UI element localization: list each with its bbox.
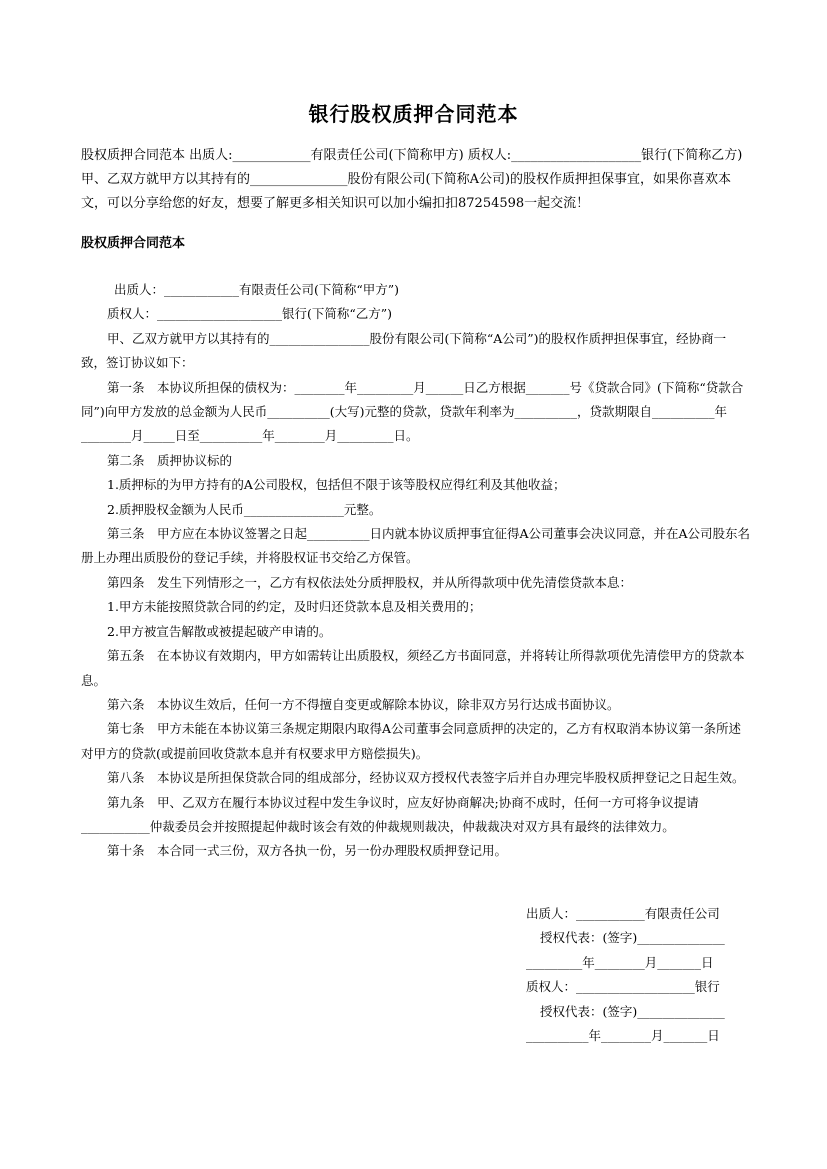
article-4-item-2: 2.甲方被宣告解散或被提起破产申请的。: [107, 623, 332, 639]
section-heading: 股权质押合同范本: [81, 236, 186, 251]
article-4: 第四条 发生下列情形之一，乙方有权依法处分质押股权，并从所得款项中优先清偿贷款本息：: [107, 574, 633, 590]
pledgor-line: 出质人：____________有限责任公司(下简称“甲方”): [114, 282, 400, 297]
article-7: 第七条 甲方未能在本协议第三条规定期限内取得A公司董事会同意质押的决定的，乙方有权取消本协议第一条所述对甲方的贷款(或提前回收贷款本息并有权要求甲方赔偿损失)。: [81, 721, 742, 761]
article-5: 第五条 在本协议有效期内，甲方如需转让出质股权，须经乙方书面同意，并将转让所得款项优先清偿甲方的贷款本息。: [81, 648, 745, 688]
article-9: 第九条 甲、乙双方在履行本协议过程中发生争议时，应友好协商解决;协商不成时，任何一方可将争议提请___________仲裁委员会并按照提起仲裁时该会有效的仲裁规则裁决，仲裁裁决对双方具有最终的法律效力。: [81, 794, 699, 834]
signature-pledgee: 质权人：___________________银行: [526, 979, 720, 995]
signature-pledgor: 出质人：___________有限责任公司: [526, 906, 720, 921]
signature-pledgee-date: __________年________月_______日: [526, 1028, 720, 1044]
article-4-item-1: 1.甲方未能按照贷款合同的约定，及时归还贷款本息及相关费用的；: [107, 599, 482, 615]
contract-body: [81, 278, 751, 864]
signature-pledgor-rep: 授权代表：(签字)______________: [540, 930, 725, 946]
page-title: 银行股权质押合同范本: [308, 102, 519, 126]
article-8: 第八条 本协议是所担保贷款合同的组成部分，经协议双方授权代表签字后并自办理完毕股权质押登记之日起生效。: [107, 770, 745, 786]
article-6: 第六条 本协议生效后，任何一方不得擅自变更或解除本协议，除非双方另行达成书面协议。: [107, 696, 620, 712]
article-2-item-2: 2.质押股权金额为人民币________________元整。: [107, 501, 382, 517]
preamble-paragraph: 甲、乙双方就甲方以其持有的________________股份有限公司(下简称“A公司”)的股权作质押担保事宜，经协商一致，签订协议如下：: [81, 330, 727, 371]
article-2: 第二条 质押协议标的: [107, 452, 233, 468]
intro-paragraph: 股权质押合同范本 出质人:____________有限责任公司(下简称甲方) 质权人:____________________银行(下简称乙方) 甲、乙双方就甲方以其持有的_______________股份有限公司(下简称A公司)的股权作质押担保事宜，如果你喜欢本文，可以分享给您的好友，想要了解更多相关知识可以加小编扣扣87254598一起交流！: [81, 148, 743, 211]
signature-pledgee-rep: 授权代表：(签字)______________: [540, 1003, 725, 1019]
article-1: 第一条 本协议所担保的债权为：________年_________月______日乙方根据_______号《贷款合同》(下简称“贷款合同”)向甲方发放的总金额为人民币__________(大写)元整的贷款，贷款年利率为__________，贷款期限自__________年________月_____日至__________年________月_________日。: [81, 379, 744, 444]
article-3: 第三条 甲方应在本协议签署之日起__________日内就本协议质押事宜征得A公司董事会决议同意，并在A公司股东名册上办理出质股份的登记手续，并将股权证书交给乙方保管。: [81, 526, 751, 566]
article-10: 第十条 本合同一式三份，双方各执一份，另一份办理股权质押登记用。: [107, 843, 508, 859]
signature-block: [526, 902, 756, 1048]
article-2-item-1: 1.质押标的为甲方持有的A公司股权，包括但不限于该等股权应得红利及其他收益；: [107, 477, 566, 493]
signature-pledgor-date: _________年________月_______日: [526, 954, 714, 970]
pledgee-line: 质权人：____________________银行(下简称“乙方”): [107, 306, 393, 322]
